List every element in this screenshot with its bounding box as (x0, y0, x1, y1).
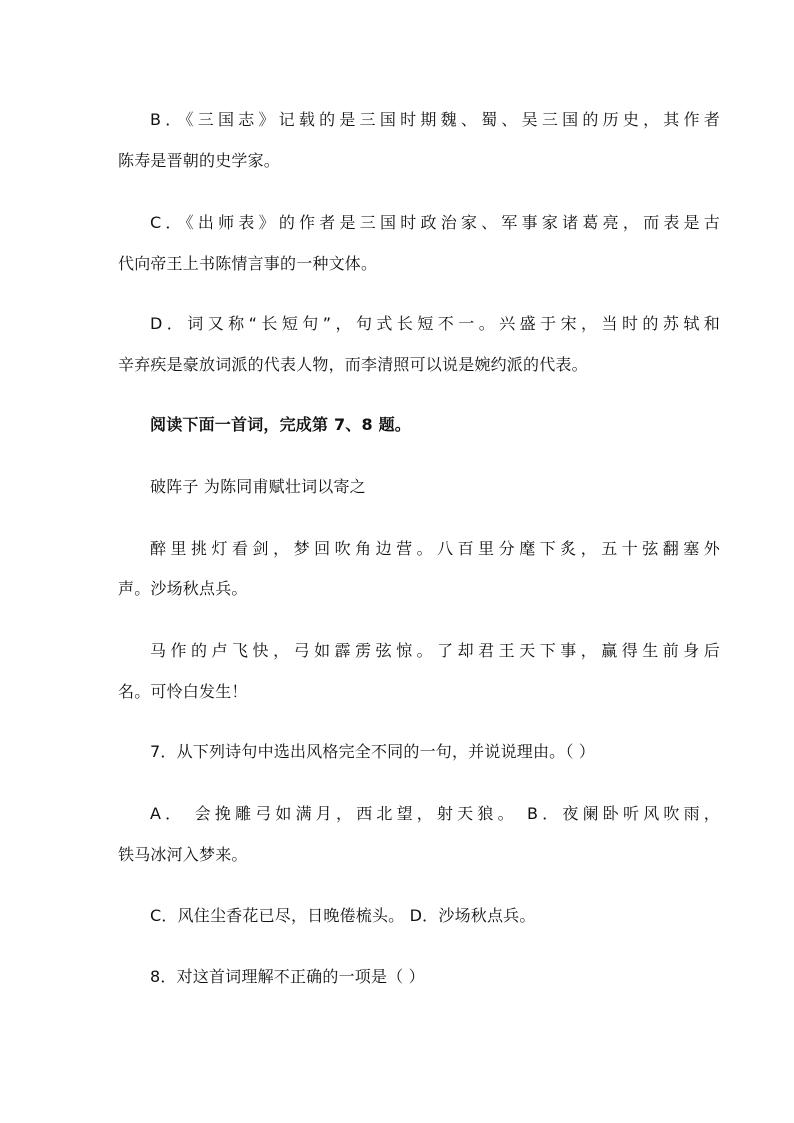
reading-instruction: 阅读下面一首词，完成第 7、8 题。 (150, 415, 412, 434)
option-c-line-1: C．《出师表》的作者是三国时政治家、军事家诸葛亮，而表是古 (150, 213, 720, 232)
poem-stanza-2-line-1: 马作的卢飞快，弓如霹雳弦惊。了却君王天下事，赢得生前身后 (150, 641, 720, 660)
option-c-line-2: 代向帝王上书陈情言事的一种文体。 (118, 254, 378, 273)
option-b-line-1: B．《三国志》记载的是三国时期魏、蜀、吴三国的历史，其作者 (150, 110, 720, 129)
poem-title: 破阵子 为陈同甫赋壮词以寄之 (150, 477, 366, 496)
option-d-line-2: 辛弃疾是豪放词派的代表人物，而李清照可以说是婉约派的代表。 (118, 355, 588, 374)
option-d-line-1: D．词又称“长短句”，句式长短不一。兴盛于宋，当时的苏轼和 (150, 314, 720, 333)
question-7-options-ab-line-2: 铁马冰河入梦来。 (118, 845, 248, 864)
question-8-stem: 8．对这首词理解不正确的一项是（ ） (150, 967, 425, 986)
question-7-options-ab-line-1: A． 会挽雕弓如满月，西北望，射天狼。 B．夜阑卧听风吹雨， (150, 804, 720, 823)
poem-stanza-2-line-2: 名。可怜白发生！ (118, 682, 248, 701)
poem-stanza-1-line-1: 醉里挑灯看剑，梦回吹角边营。八百里分麾下炙，五十弦翻塞外 (150, 539, 720, 558)
option-b-line-2: 陈寿是晋朝的史学家。 (118, 151, 281, 170)
question-7-stem: 7．从下列诗句中选出风格完全不同的一句，并说说理由。（ ） (150, 742, 596, 761)
poem-stanza-1-line-2: 声。沙场秋点兵。 (118, 579, 248, 598)
question-7-options-cd: C．风住尘香花已尽，日晚倦梳头。 D．沙场秋点兵。 (150, 906, 536, 925)
